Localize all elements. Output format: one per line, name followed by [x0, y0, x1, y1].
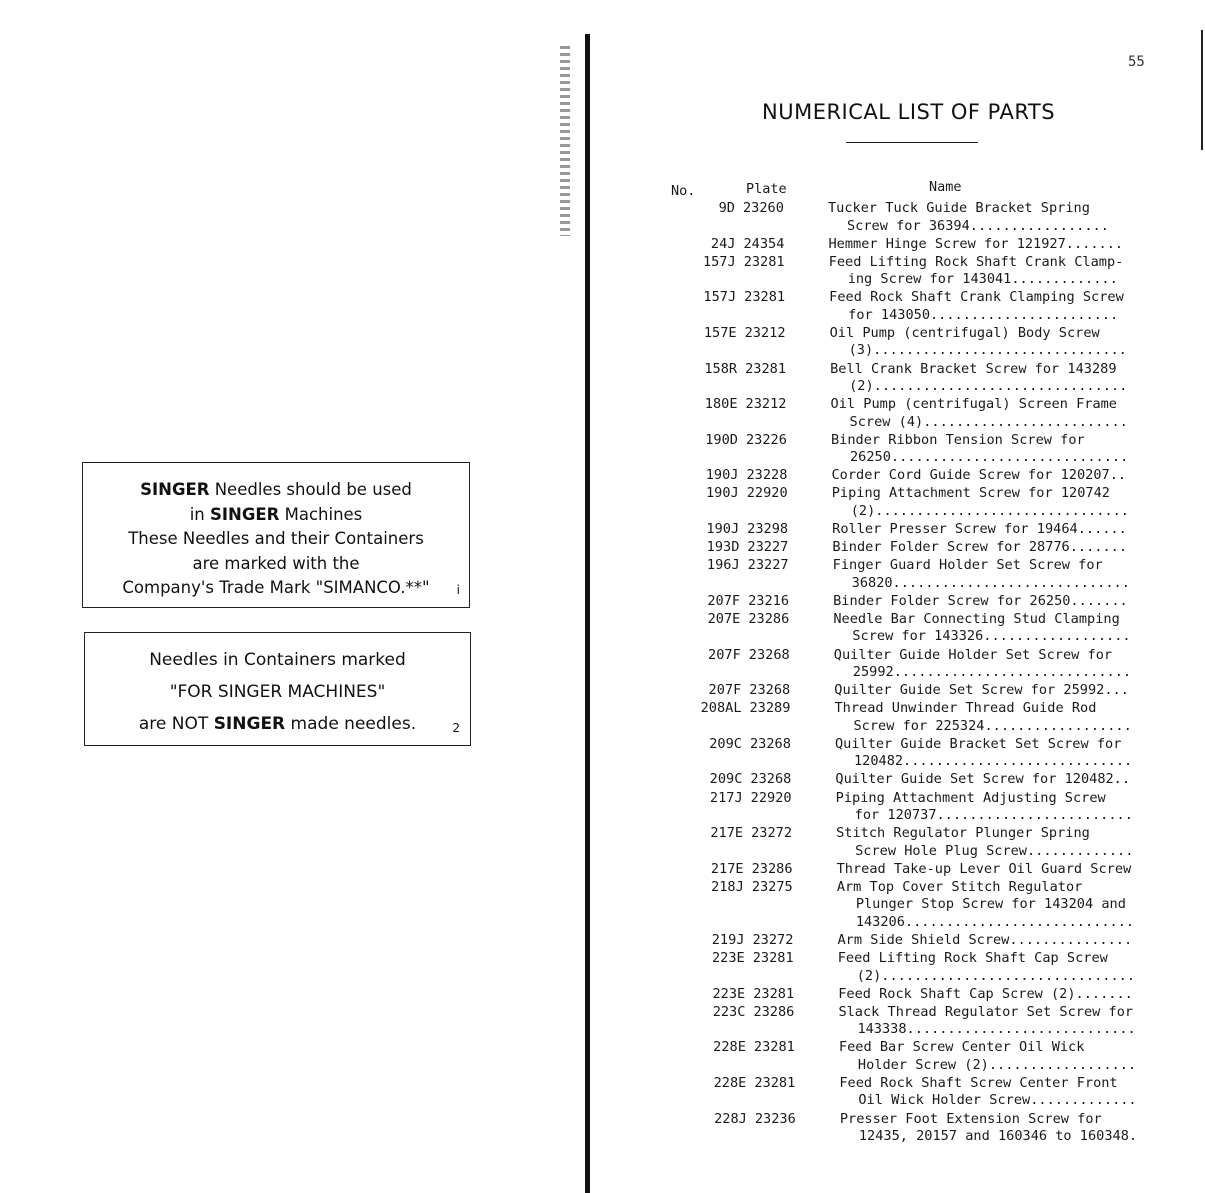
part-number: 180E	[704, 396, 738, 413]
part-number: 196J	[706, 557, 740, 574]
part-name	[836, 825, 1176, 860]
plate-number: 23281	[753, 1039, 795, 1056]
part-name	[830, 325, 1170, 360]
plate-number: 23286	[751, 860, 793, 877]
plate-number: 23281	[753, 985, 795, 1002]
part-name-continuation: 12435, 20157 and 160346 to 160348.	[858, 1128, 1138, 1144]
part-number: 217E	[710, 860, 744, 877]
part-number: 207F	[708, 646, 741, 663]
plate-number: 23268	[749, 682, 791, 699]
part-name-line: Bell Crank Bracket Screw for 143289	[830, 360, 1117, 377]
part-number: 223E	[712, 950, 745, 966]
plate-number: 24354	[743, 235, 785, 252]
part-name-line: Presser Foot Extension Screw for	[839, 1110, 1102, 1127]
notice-text: in	[189, 504, 210, 524]
part-number: 24J	[710, 235, 736, 252]
part-name-line: Quilter Guide Holder Set Screw for	[833, 646, 1113, 663]
plate-number: 23281	[744, 289, 786, 306]
part-name-continuation: Screw Hole Plug Screw.............	[855, 842, 1134, 859]
part-name	[838, 1004, 1178, 1039]
notice-text: These Needles and their Containers	[128, 529, 424, 548]
plate-number: 23281	[752, 950, 794, 966]
part-name	[829, 289, 1169, 324]
header-no: No.	[671, 183, 696, 199]
part-number: 208AL	[700, 700, 742, 717]
part-name-continuation: 143206............................	[855, 913, 1135, 930]
part-name-continuation: Screw for 225324..................	[853, 717, 1132, 734]
part-name	[838, 950, 1178, 985]
part-name	[839, 1039, 1179, 1074]
part-name	[830, 361, 1170, 396]
part-name-continuation: (3)...............................	[848, 342, 1127, 359]
part-number: 207F	[707, 592, 741, 609]
part-name-line: Thread Take-up Lever Oil Guard Screw	[836, 860, 1132, 877]
page-number: 55	[1128, 54, 1145, 70]
part-name	[829, 254, 1169, 289]
plate-number: 23227	[747, 557, 789, 574]
notice-1-mark: i	[456, 583, 460, 597]
part-name	[831, 396, 1171, 431]
plate-number: 23212	[744, 324, 786, 341]
part-name	[832, 521, 1172, 539]
part-name-continuation: Screw for 36394.................	[847, 217, 1109, 234]
part-name	[832, 539, 1172, 557]
plate-number: 23286	[753, 1003, 795, 1020]
part-name	[837, 861, 1177, 879]
plate-number: 23226	[746, 431, 787, 448]
part-number: 190J	[705, 467, 739, 484]
plate-number: 23286	[748, 610, 790, 627]
plate-number: 23268	[749, 735, 791, 752]
part-number: 217E	[710, 825, 744, 842]
part-number: 223C	[712, 1003, 746, 1020]
part-name	[840, 1111, 1180, 1146]
part-name-line: Feed Rock Shaft Screw Center Front	[839, 1074, 1118, 1091]
part-number: 157E	[703, 324, 737, 341]
part-name-line: Binder Folder Screw for 26250.......	[833, 592, 1128, 609]
part-name-continuation: 25992.............................	[852, 664, 1132, 680]
part-name	[835, 736, 1175, 771]
notice-text: are marked with the	[192, 553, 360, 573]
part-number: 157J	[702, 253, 736, 270]
part-name-continuation: 36820.............................	[851, 574, 1130, 591]
plate-number: 23281	[754, 1074, 796, 1091]
plate-number: 23227	[747, 539, 789, 556]
plate-number: 23236	[754, 1110, 796, 1127]
part-name-continuation: (2)...............................	[849, 378, 1128, 394]
part-name-continuation: 120482............................	[853, 753, 1133, 770]
part-number: 223E	[712, 985, 746, 1002]
part-name-line: Feed Rock Shaft Cap Screw (2).......	[838, 985, 1133, 1002]
part-name-continuation: (2)...............................	[850, 502, 1129, 519]
part-name-continuation: (2)...............................	[856, 967, 1136, 984]
part-number: 207F	[708, 682, 742, 699]
part-name	[834, 647, 1174, 682]
notice-2-mark: 2	[452, 721, 460, 735]
plate-number: 23272	[751, 825, 793, 842]
plate-number: 23281	[743, 253, 785, 270]
part-number: 217J	[709, 789, 743, 806]
part-name-continuation: Holder Screw (2)..................	[857, 1056, 1137, 1073]
part-name-line: Arm Side Shield Screw...............	[837, 931, 1133, 948]
part-number: 228E	[713, 1039, 746, 1056]
part-name-line: Quilter Guide Set Screw for 25992...	[834, 682, 1129, 699]
part-name-continuation: Plunger Stop Screw for 143204 and	[855, 896, 1126, 913]
part-name	[831, 432, 1171, 467]
plate-number: 22920	[750, 789, 792, 806]
part-number: 218J	[711, 878, 744, 895]
part-name-continuation: for 143050.......................	[848, 306, 1119, 323]
plate-number: 23212	[745, 396, 787, 413]
containers-notice-line-1: Needles in Containers marked	[149, 650, 406, 670]
notice-text: Needles should be used	[209, 480, 412, 499]
notice-text: Machines	[279, 504, 363, 524]
part-name-line: Oil Pump (centrifugal) Body Screw	[829, 324, 1100, 341]
part-name-line: Thread Unwinder Thread Guide Rod	[834, 700, 1097, 717]
plate-number: 23268	[748, 646, 790, 663]
part-name-line: Quilter Guide Set Screw for 120482..	[835, 771, 1131, 788]
notice-text: Company's Trade Mark "SIMANCO.**"	[122, 578, 430, 597]
part-number: 157J	[703, 289, 737, 306]
part-name-continuation: Screw for 143326..................	[852, 628, 1131, 645]
part-name-line: Slack Thread Regulator Set Screw for	[838, 1003, 1134, 1020]
part-name-line: Quilter Guide Bracket Set Screw for	[834, 735, 1122, 752]
part-name-line: Tucker Tuck Guide Bracket Spring	[828, 200, 1090, 216]
part-name	[838, 986, 1178, 1004]
part-number: 190D	[705, 431, 738, 448]
plate-number: 23275	[751, 878, 793, 895]
part-name-continuation: 143338............................	[857, 1021, 1136, 1038]
part-number: 193D	[706, 539, 740, 556]
part-name	[828, 236, 1168, 254]
part-name-continuation: Oil Wick Holder Screw.............	[858, 1092, 1137, 1109]
part-name	[833, 611, 1173, 646]
part-name-line: Finger Guard Holder Set Screw for	[832, 557, 1103, 574]
part-number: 207E	[707, 610, 741, 627]
part-name	[834, 682, 1174, 700]
part-name	[839, 1075, 1179, 1110]
part-number: 209C	[709, 771, 743, 788]
part-name-line: Binder Folder Screw for 28776.......	[832, 539, 1128, 556]
header-plate: Plate	[746, 181, 787, 197]
part-number: 228J	[714, 1110, 747, 1127]
part-name	[833, 557, 1173, 592]
part-name-line: Piping Attachment Adjusting Screw	[835, 789, 1106, 806]
plate-number: 23268	[750, 771, 792, 788]
plate-number: 23216	[748, 592, 790, 609]
part-name	[831, 467, 1171, 485]
part-name	[832, 485, 1172, 520]
part-name-line: Feed Lifting Rock Shaft Cap Screw	[837, 950, 1108, 966]
part-name-continuation: 26250.............................	[850, 449, 1129, 466]
plate-number: 23228	[746, 467, 788, 484]
containers-notice-line-3-post: made needles.	[285, 714, 417, 734]
part-number: 158R	[704, 360, 738, 377]
part-name-continuation: Screw (4).........................	[849, 413, 1128, 430]
part-name	[833, 593, 1173, 611]
plate-number: 23260	[743, 200, 784, 216]
part-name-line: Binder Ribbon Tension Screw for	[831, 431, 1085, 448]
part-name-line: Oil Pump (centrifugal) Screen Frame	[830, 396, 1117, 413]
part-name-continuation: for 120737........................	[854, 807, 1133, 823]
part-name-line: Needle Bar Connecting Stud Clamping	[833, 610, 1120, 627]
containers-notice-line-3-pre: are NOT	[138, 714, 214, 734]
containers-notice-line-2: "FOR SINGER MACHINES"	[169, 682, 386, 702]
part-number: 219J	[711, 931, 745, 948]
part-name-line: Stitch Regulator Plunger Spring	[836, 825, 1090, 842]
part-number: 190J	[706, 521, 740, 537]
plate-number: 23298	[747, 521, 789, 537]
part-name-line: Arm Top Cover Stitch Regulator	[836, 878, 1083, 895]
part-name	[828, 200, 1168, 235]
part-name	[835, 771, 1175, 789]
part-name	[836, 790, 1176, 825]
singer-brand: SINGER	[213, 714, 286, 734]
part-name	[838, 932, 1178, 950]
part-name-line: Hemmer Hinge Screw for 121927.......	[828, 235, 1124, 252]
part-number: 228E	[713, 1074, 747, 1091]
part-name-line: Roller Presser Screw for 19464......	[832, 521, 1127, 537]
plate-number: 23289	[749, 700, 791, 717]
plate-number: 23281	[745, 360, 786, 377]
part-number: 9D	[718, 200, 735, 216]
part-name	[837, 879, 1177, 932]
singer-brand: SINGER	[210, 504, 280, 524]
part-name-continuation: ing Screw for 143041.............	[847, 271, 1118, 288]
part-name-line: Feed Rock Shaft Crank Clamping Screw	[829, 289, 1124, 306]
part-number: 190J	[705, 485, 739, 502]
part-name-line: Feed Lifting Rock Shaft Crank Clamp-	[828, 253, 1124, 270]
page-title: NUMERICAL LIST OF PARTS	[762, 100, 1056, 124]
part-name-line: Corder Cord Guide Screw for 120207..	[831, 467, 1127, 484]
plate-number: 22920	[746, 485, 788, 502]
part-name	[835, 700, 1175, 735]
plate-number: 23272	[752, 931, 794, 948]
header-name: Name	[929, 179, 962, 195]
part-name-line: Piping Attachment Screw for 120742	[831, 485, 1110, 502]
singer-brand: SINGER	[140, 480, 210, 499]
part-name-line: Feed Bar Screw Center Oil Wick	[838, 1039, 1085, 1056]
part-number: 209C	[709, 735, 742, 752]
